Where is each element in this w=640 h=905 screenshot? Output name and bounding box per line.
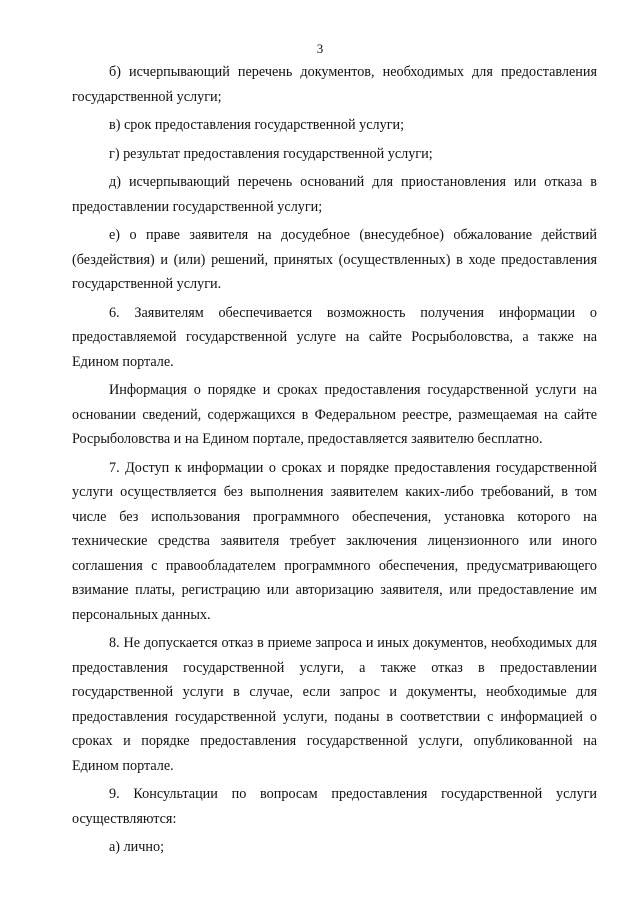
list-item-v: в) срок предоставления государственной услуги; xyxy=(109,117,405,133)
document-body xyxy=(72,60,597,860)
page-number: 3 xyxy=(316,41,324,56)
list-item-g: г) результат предоставления государственной услуги; xyxy=(109,145,433,162)
info-free-paragraph: Информация о порядке и сроках предоставления государственной услуги на основании сведений, содержащихся в Федеральном реестре, размещаемая на сайте Росрыболовства и на Едином портале, предоставляется заявителю бесплатно. xyxy=(72,382,597,447)
list-item-e: е) о праве заявителя на досудебное (внесудебное) обжалование действий (бездействия) и (или) решений, принятых (осуществленных) в ходе предоставления государственной услуги. xyxy=(72,227,597,292)
list-item-a: а) лично; xyxy=(109,839,165,855)
clause-7: 7. Доступ к информации о сроках и порядке предоставления государственной услуги осуществляется без выполнения заявителем каких-либо требований, в том числе без использования программного обеспечения, установка которого на технические средства заявителя требует заключения лицензионного или иного соглашения с правообладателем программного обеспечения, предусматривающего взимание платы, регистрацию или авторизацию заявителя, или предоставление им персональных данных. xyxy=(72,459,597,623)
clause-6: 6. Заявителям обеспечивается возможность получения информации о предоставляемой государственной услуге на сайте Росрыболовства, а также на Едином портале. xyxy=(72,304,597,370)
list-item-b: б) исчерпывающий перечень документов, необходимых для предоставления государственной услуги; xyxy=(72,64,597,105)
clause-9: 9. Консультации по вопросам предоставления государственной услуги осуществляются: xyxy=(72,786,597,827)
clause-8: 8. Не допускается отказ в приеме запроса и иных документов, необходимых для предоставления государственной услуги, а также отказ в предоставлении государственной услуги в случае, если запрос и документы, необходимые для предоставления государственной услуги, поданы в соответствии с информацией о сроках и порядке предоставления государственной услуги, опубликованной на Едином портале. xyxy=(72,635,597,774)
list-item-d: д) исчерпывающий перечень оснований для приостановления или отказа в предоставлении государственной услуги; xyxy=(72,174,597,215)
